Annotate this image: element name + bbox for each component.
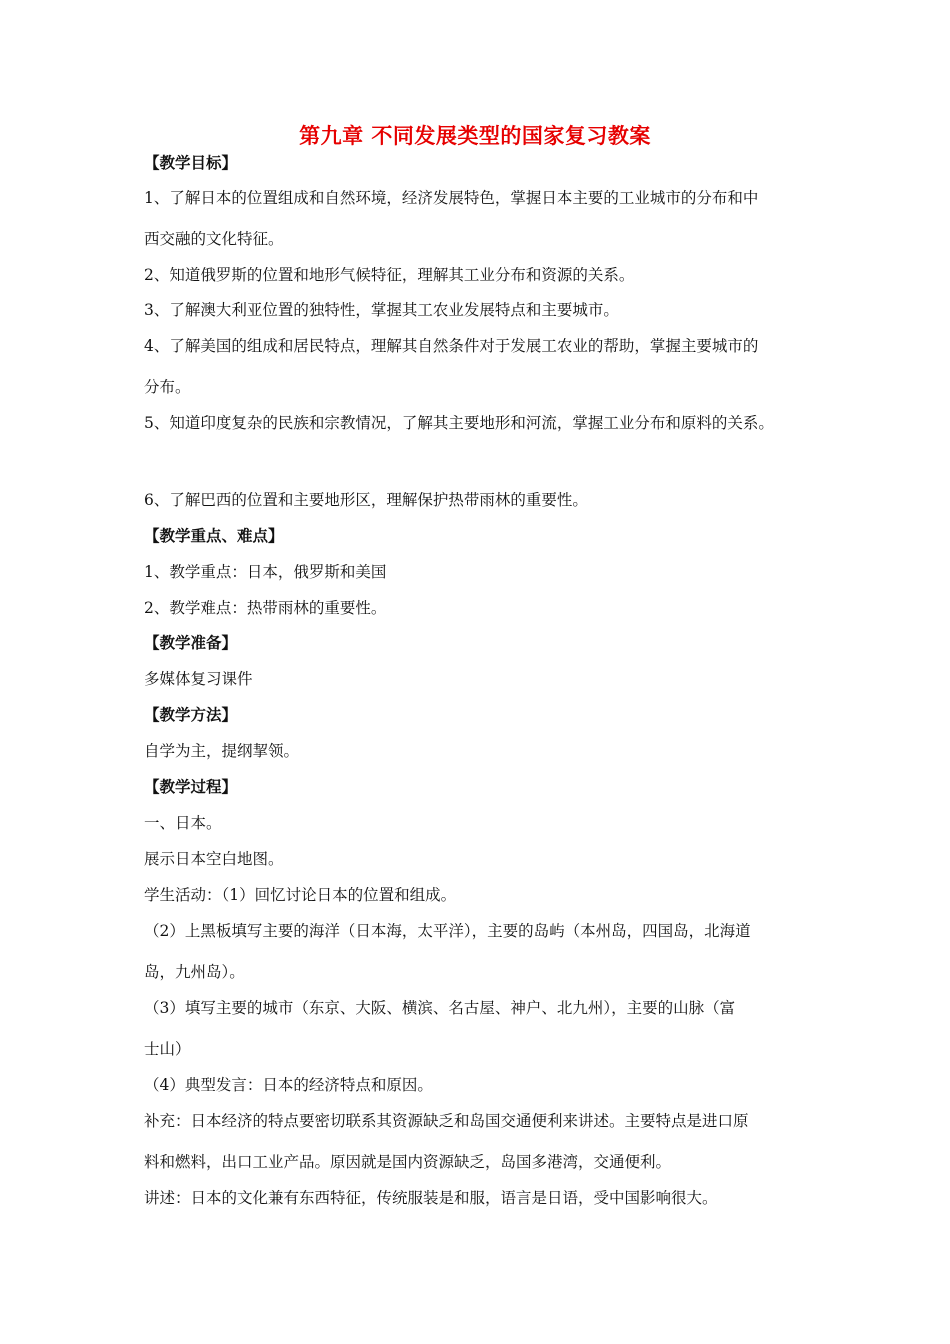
supplement-line-2: 料和燃料，出口工业产品。原因就是国内资源缺乏，岛国多港湾，交通便利。 [144, 1153, 672, 1171]
document-title: 第九章 不同发展类型的国家复习教案 [299, 124, 651, 148]
objective-1-line-2: 西交融的文化特征。 [144, 230, 284, 248]
objective-6: 6、了解巴西的位置和主要地形区，理解保护热带雨林的重要性。 [144, 491, 588, 509]
section-heading-key-points: 【教学重点、难点】 [144, 527, 284, 545]
objective-4-line-2: 分布。 [144, 378, 191, 396]
objective-1-line-1: 1、了解日本的位置组成和自然环境，经济发展特色，掌握日本主要的工业城市的分布和中 [144, 189, 759, 207]
process-activity-1: 学生活动：（1）回忆讨论日本的位置和组成。 [144, 886, 457, 904]
section-heading-objectives: 【教学目标】 [144, 154, 238, 172]
objective-3: 3、了解澳大利亚位置的独特性，掌握其工农业发展特点和主要城市。 [144, 301, 619, 319]
lecture-text: 讲述：日本的文化兼有东西特征，传统服装是和服，语言是日语，受中国影响很大。 [144, 1189, 718, 1207]
preparation-text: 多媒体复习课件 [144, 670, 253, 688]
process-activity-3-line-2: 士山） [144, 1040, 191, 1058]
process-show-map: 展示日本空白地图。 [144, 850, 284, 868]
section-heading-process: 【教学过程】 [144, 778, 238, 796]
key-point: 1、教学重点：日本，俄罗斯和美国 [144, 563, 387, 581]
section-heading-preparation: 【教学准备】 [144, 634, 238, 652]
process-activity-2-line-2: 岛，九州岛）。 [144, 963, 245, 981]
objective-4-line-1: 4、了解美国的组成和居民特点，理解其自然条件对于发展工农业的帮助，掌握主要城市的 [144, 337, 759, 355]
process-activity-3-line-1: （3）填写主要的城市（东京、大阪、横滨、名古屋、神户、北九州），主要的山脉（富 [144, 999, 736, 1017]
objective-5: 5、知道印度复杂的民族和宗教情况，了解其主要地形和河流，掌握工业分布和原料的关系。 [144, 414, 774, 432]
method-text: 自学为主，提纲挈领。 [144, 742, 300, 760]
process-japan-heading: 一、日本。 [144, 814, 222, 832]
supplement-line-1: 补充：日本经济的特点要密切联系其资源缺乏和岛国交通便利来讲述。主要特点是进口原 [144, 1112, 749, 1130]
process-activity-4: （4）典型发言：日本的经济特点和原因。 [144, 1076, 433, 1094]
process-activity-2-line-1: （2）上黑板填写主要的海洋（日本海，太平洋），主要的岛屿（本州岛，四国岛，北海道 [144, 922, 751, 940]
difficult-point: 2、教学难点：热带雨林的重要性。 [144, 599, 387, 617]
section-heading-method: 【教学方法】 [144, 706, 238, 724]
objective-2: 2、知道俄罗斯的位置和地形气候特征，理解其工业分布和资源的关系。 [144, 266, 635, 284]
